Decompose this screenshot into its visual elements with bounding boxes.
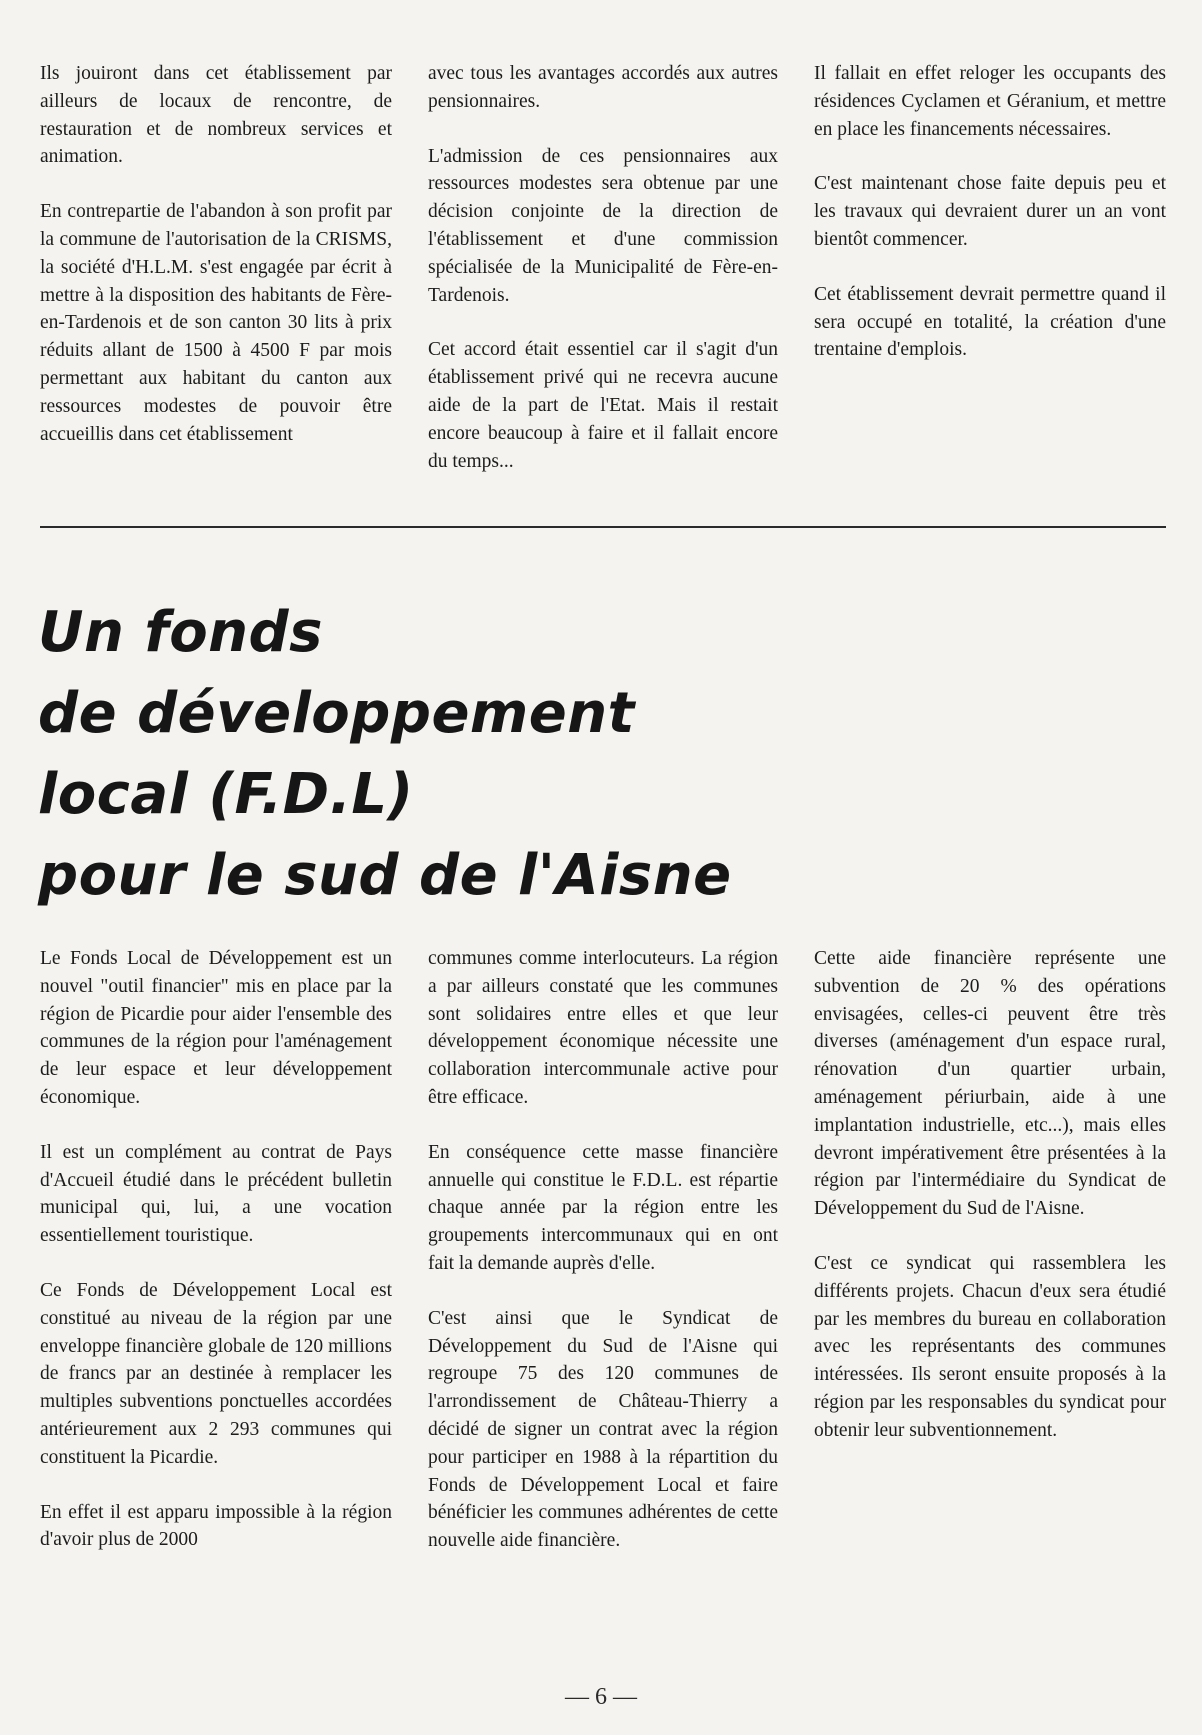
paragraph: Le Fonds Local de Développement est un nouvel "outil financier" mis en place par la région de Picardie pour aider l'ensemble des communes de la région pour l'aménagement de leur espace et leur développement économique. [40,948,392,1108]
paragraph: Cet établissement devrait permettre quand il sera occupé en totalité, la création d'une trentaine d'emplois. [814,283,1166,361]
paragraph: communes comme interlocuteurs. La région a par ailleurs constaté que les communes sont solidaires entre elles et que leur développement économique nécessite une collaboration intercommunale active pour être efficace. [428,948,778,1108]
article-column-3 [814,945,1166,1445]
article-column-2 [428,945,778,1555]
page-number: — 6 — [565,1684,637,1710]
paragraph: En effet il est apparu impossible à la région d'avoir plus de 2000 [40,1501,392,1551]
paragraph: Ce Fonds de Développement Local est constitué au niveau de la région par une enveloppe financière globale de 120 millions de francs par an destinée à remplacer les multiples subventions ponctuelles accordées antérieurement aux 2 293 communes qui constituent la Picardie. [40,1279,392,1468]
paragraph: C'est ainsi que le Syndicat de Développement du Sud de l'Aisne qui regroupe 75 des 120 communes de l'arrondissement de Château-Thierry a décidé de signer un contrat avec la région pour participer en 1988 à la répartition du Fonds de Développement Local et faire bénéficier les communes adhérentes de cette nouvelle aide financière. [428,1307,778,1552]
paragraph: Ils jouiront dans cet établissement par ailleurs de locaux de rencontre, de restauration et de nombreux services et animation. [40,63,392,168]
article-headline [38,592,798,916]
paragraph: Il est un complément au contrat de Pays d'Accueil étudié dans le précédent bulletin municipal qui, lui, a une vocation essentiellement touristique. [40,1141,392,1247]
paragraph: Cette aide financière représente une subvention de 20 % des opérations envisagées, celles-ci peuvent être très diverses (aménagement d'un espace rural, rénovation d'un quartier urbain, aménagement périurbain, aide à une implantation industrielle, etc...), mais elles devront impérativement être présentées à la région par l'intermédiaire du Syndicat de Développement du Sud de l'Aisne. [814,948,1166,1220]
paragraph: C'est maintenant chose faite depuis peu et les travaux qui devraient durer un an vont bientôt commencer. [814,173,1166,250]
top-column-1 [40,60,392,448]
article-column-1 [40,945,392,1554]
paragraph: avec tous les avantages accordés aux autres pensionnaires. [428,63,778,112]
paragraph: L'admission de ces pensionnaires aux ressources modestes sera obtenue par une décision conjointe de la direction de l'établissement et d'une commission spécialisée de la Municipalité de Fère-en-Tardenois. [428,145,778,306]
paragraph: Cet accord était essentiel car il s'agit d'un établissement privé qui ne recevra aucune aide de la part de l'Etat. Mais il restait encore beaucoup à faire et il fallait encore du temps... [428,339,778,472]
paragraph: En conséquence cette masse financière annuelle qui constitue le F.D.L. est répartie chaque année par la région entre les groupements intercommunaux qui en ont fait la demande auprès d'elle. [428,1141,778,1274]
paragraph: C'est ce syndicat qui rassemblera les différents projets. Chacun d'eux sera étudié par les membres du bureau en collaboration avec les représentants des communes intéressées. Ils seront ensuite proposés à la région par les responsables du syndicat pour obtenir leur subventionnement. [814,1252,1166,1441]
section-divider [40,526,1166,528]
top-column-2 [428,60,778,475]
top-column-3 [814,60,1166,364]
headline-line: local (F.D.L) [38,762,414,827]
headline-line: de développement [38,681,635,746]
paragraph: Il fallait en effet reloger les occupants des résidences Cyclamen et Géranium, et mettre en place les financements nécessaires. [814,63,1166,140]
paragraph: En contrepartie de l'abandon à son profit par la commune de l'autorisation de la CRISMS, la société d'H.L.M. s'est engagée par écrit à mettre à la disposition des habitants de Fère-en-Tardenois et de son canton 30 lits à prix réduits allant de 1500 à 4500 F par mois permettant aux habitant du canton aux ressources modestes de pouvoir être accueillis dans cet établissement [40,201,392,445]
headline-line: pour le sud de l'Aisne [38,843,732,908]
headline-line: Un fonds [38,600,323,665]
